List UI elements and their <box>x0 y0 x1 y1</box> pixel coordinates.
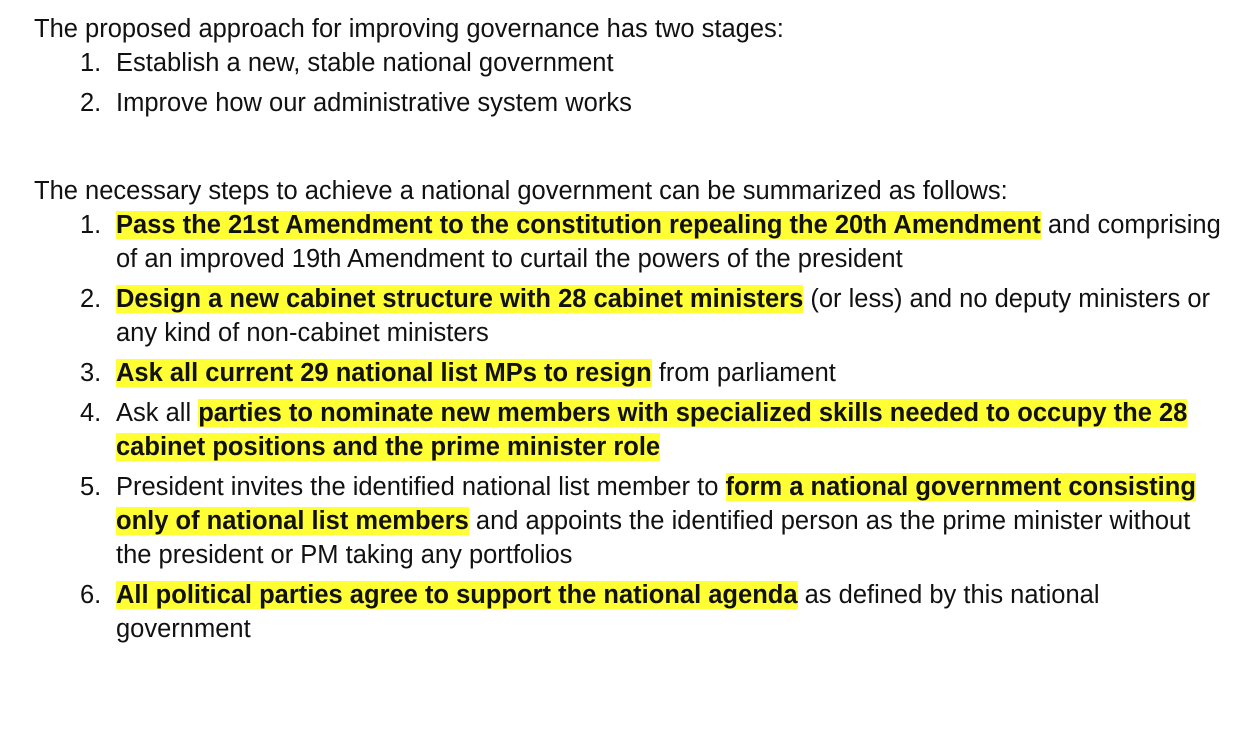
list-item-number: 6. <box>80 581 102 609</box>
list-item-number: 1. <box>80 49 102 77</box>
list-item-number: 2. <box>80 89 102 117</box>
highlighted-text: parties to nominate new members with specialized skills needed to occupy the 28 cabinet positions and the prime minister role <box>116 399 1188 461</box>
list-item <box>80 86 1230 120</box>
step-text: and appoints the identified person as the prime minister without the president or PM taking any portfolios <box>116 507 1191 569</box>
list-item <box>80 578 1230 646</box>
highlighted-text: All political parties agree to support the national agenda <box>116 581 798 609</box>
step-text: (or less) and no deputy ministers or any kind of non-cabinet ministers <box>116 285 1211 347</box>
step-text: as defined by this national government <box>116 581 1100 643</box>
highlighted-text: Design a new cabinet structure with 28 cabinet ministers <box>116 285 804 313</box>
list-item-number: 1. <box>80 211 102 239</box>
list-item <box>80 470 1230 572</box>
list-item <box>80 46 1230 80</box>
step-text: and comprising of an improved 19th Amendment to curtail the powers of the president <box>116 211 1221 273</box>
list-item-number: 3. <box>80 359 102 387</box>
list-item-text: Establish a new, stable national government <box>116 49 614 77</box>
list-item <box>80 282 1230 350</box>
highlighted-text: Ask all current 29 national list MPs to resign <box>116 359 652 387</box>
list-item <box>80 356 1230 390</box>
highlighted-text: form a national government consisting only of national list members <box>116 473 1196 535</box>
steps-list <box>80 208 1230 652</box>
list-item-number: 2. <box>80 285 102 313</box>
steps-intro-paragraph: The necessary steps to achieve a national government can be summarized as follows: <box>34 177 1008 205</box>
list-item-text: Improve how our administrative system works <box>116 89 632 117</box>
step-text: from parliament <box>651 359 836 387</box>
stages-list <box>80 46 1230 126</box>
list-item <box>80 208 1230 276</box>
step-text: Ask all <box>116 399 199 427</box>
list-item-number: 5. <box>80 473 102 501</box>
list-item <box>80 396 1230 464</box>
highlighted-text: Pass the 21st Amendment to the constitution repealing the 20th Amendment <box>116 211 1041 239</box>
step-text: President invites the identified national list member to <box>116 473 726 501</box>
list-item-number: 4. <box>80 399 102 427</box>
stages-intro-paragraph: The proposed approach for improving governance has two stages: <box>34 15 784 43</box>
